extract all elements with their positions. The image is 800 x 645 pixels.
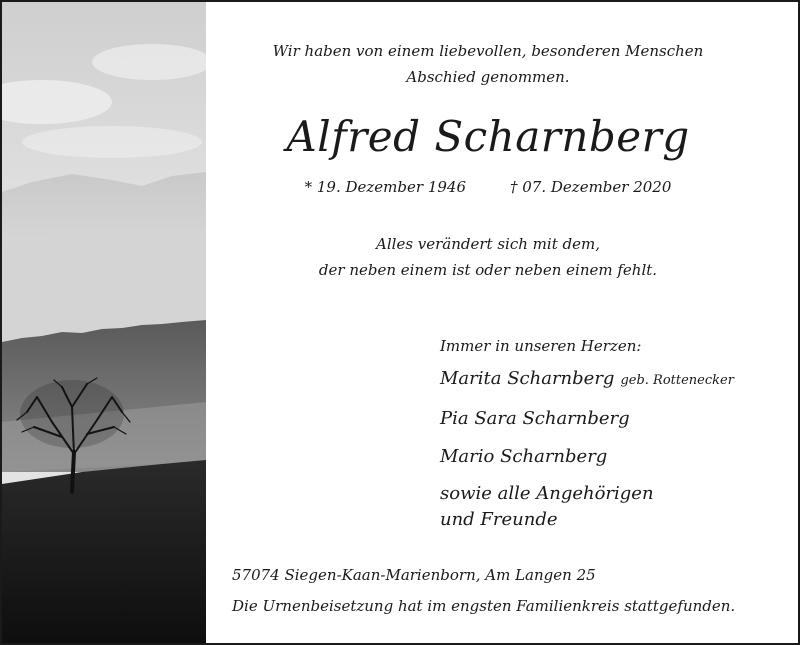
birth-date: * 19. Dezember 1946	[304, 178, 466, 196]
mourner-name-text: Pia Sara Scharnberg	[440, 408, 630, 429]
field	[2, 460, 206, 643]
funeral-note: Die Urnenbeisetzung hat im engsten Familienkreis stattgefunden.	[232, 597, 736, 615]
other-mourners-line-1: sowie alle Angehörigen	[440, 483, 654, 504]
mourner-name	[440, 405, 790, 433]
other-mourners	[440, 481, 790, 533]
life-dates	[208, 175, 768, 199]
mourner-name	[440, 443, 790, 471]
family-address: 57074 Siegen-Kaan-Marienborn, Am Langen 25	[232, 566, 596, 584]
intro-line-2: Abschied genommen.	[406, 68, 570, 86]
mourners-list	[440, 333, 790, 533]
death-date: † 07. Dezember 2020	[510, 178, 672, 196]
cloud	[22, 126, 202, 158]
mourner-name-text: Mario Scharnberg	[440, 446, 608, 467]
mourner-name	[440, 365, 790, 395]
deceased-name: Alfred Scharnberg	[286, 112, 690, 161]
landscape-tree-illustration	[2, 2, 206, 643]
notice-content	[208, 2, 798, 643]
memorial-quote	[208, 231, 768, 283]
mourner-birth-name: geb. Rottenecker	[620, 373, 734, 388]
landscape-photo	[2, 2, 206, 643]
mourners-lead: Immer in unseren Herzen:	[440, 337, 642, 355]
intro-line-1: Wir haben von einem liebevollen, besonderen Menschen	[272, 42, 704, 60]
quote-line-2: der neben einem ist oder neben einem fehlt.	[318, 261, 658, 279]
quote-line-1: Alles verändert sich mit dem,	[376, 235, 600, 253]
intro-text	[208, 38, 768, 90]
other-mourners-line-2: und Freunde	[440, 509, 558, 530]
mourner-name-text: Marita Scharnberg	[440, 368, 615, 389]
tree-crown	[20, 380, 124, 448]
